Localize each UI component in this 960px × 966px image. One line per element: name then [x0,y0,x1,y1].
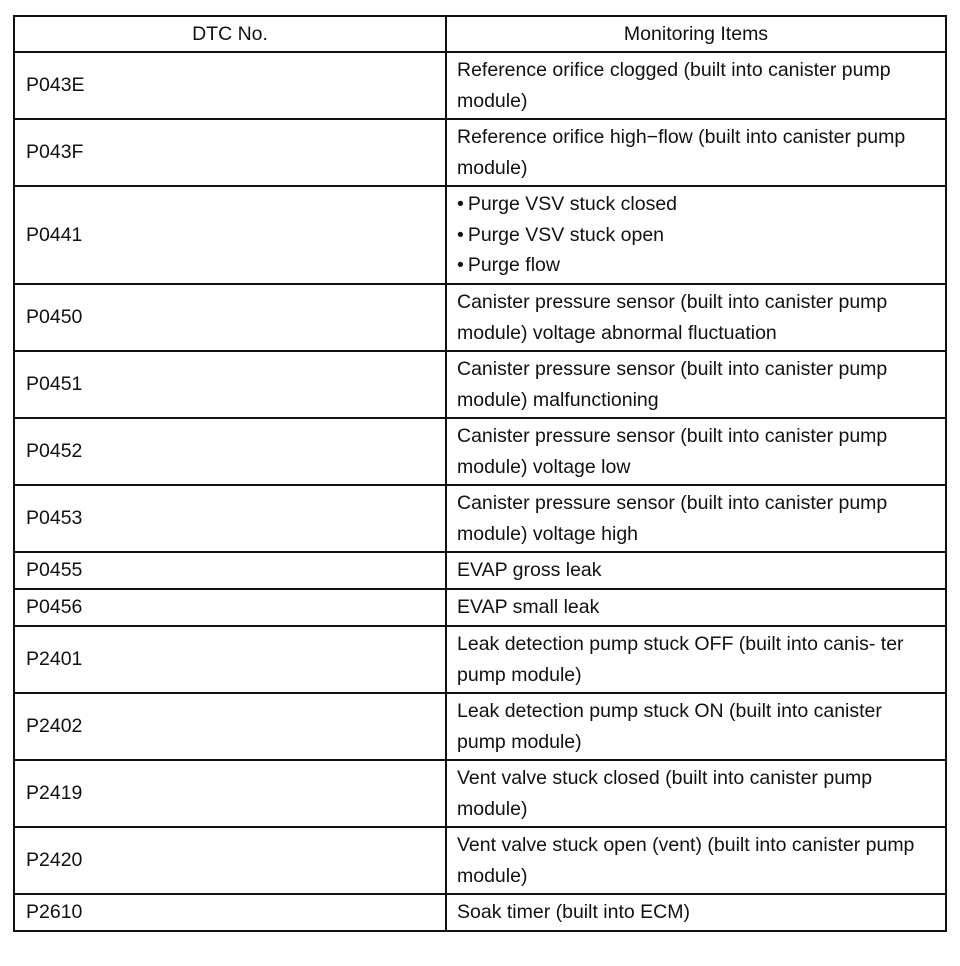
monitoring-item: EVAP small leak [446,589,946,626]
bullet-item: • Purge flow [457,250,935,281]
monitoring-item: Canister pressure sensor (built into canister pump module) malfunctioning [446,351,946,418]
table-row [14,119,946,186]
table-row [14,351,946,418]
table-row [14,589,946,626]
dtc-code: P043F [14,119,446,186]
table-row [14,186,946,284]
monitoring-item: Canister pressure sensor (built into canister pump module) voltage high [446,485,946,552]
monitoring-item: Vent valve stuck open (vent) (built into canister pump module) [446,827,946,894]
monitoring-item: Reference orifice high−flow (built into canister pump module) [446,119,946,186]
table-row [14,760,946,827]
dtc-code: P0451 [14,351,446,418]
table-row [14,418,946,485]
dtc-table [13,15,947,932]
dtc-code: P0455 [14,552,446,589]
monitoring-item: Vent valve stuck closed (built into canister pump module) [446,760,946,827]
dtc-code: P2401 [14,626,446,693]
dtc-code: P0452 [14,418,446,485]
dtc-code: P2420 [14,827,446,894]
dtc-code: P2419 [14,760,446,827]
bullet-list [457,189,935,281]
dtc-code: P2610 [14,894,446,931]
monitoring-item: Canister pressure sensor (built into canister pump module) voltage low [446,418,946,485]
dtc-code: P043E [14,52,446,119]
header-row [14,16,946,52]
dtc-code: P0441 [14,186,446,284]
header-dtc-no: DTC No. [14,16,446,52]
table-row [14,693,946,760]
monitoring-item: Leak detection pump stuck OFF (built into canis- ter pump module) [446,626,946,693]
monitoring-item: Soak timer (built into ECM) [446,894,946,931]
monitoring-item: Leak detection pump stuck ON (built into canister pump module) [446,693,946,760]
bullet-item: • Purge VSV stuck open [457,220,935,251]
bullet-item: • Purge VSV stuck closed [457,189,935,220]
monitoring-item: Reference orifice clogged (built into canister pump module) [446,52,946,119]
dtc-code: P0453 [14,485,446,552]
monitoring-item [446,186,946,284]
table-row [14,52,946,119]
dtc-code: P0456 [14,589,446,626]
table-row [14,827,946,894]
table-row [14,894,946,931]
table-row [14,284,946,351]
monitoring-item: EVAP gross leak [446,552,946,589]
table-row [14,552,946,589]
monitoring-item: Canister pressure sensor (built into canister pump module) voltage abnormal fluctuation [446,284,946,351]
table-row [14,485,946,552]
dtc-code: P0450 [14,284,446,351]
dtc-code: P2402 [14,693,446,760]
table-row [14,626,946,693]
header-monitoring-items: Monitoring Items [446,16,946,52]
